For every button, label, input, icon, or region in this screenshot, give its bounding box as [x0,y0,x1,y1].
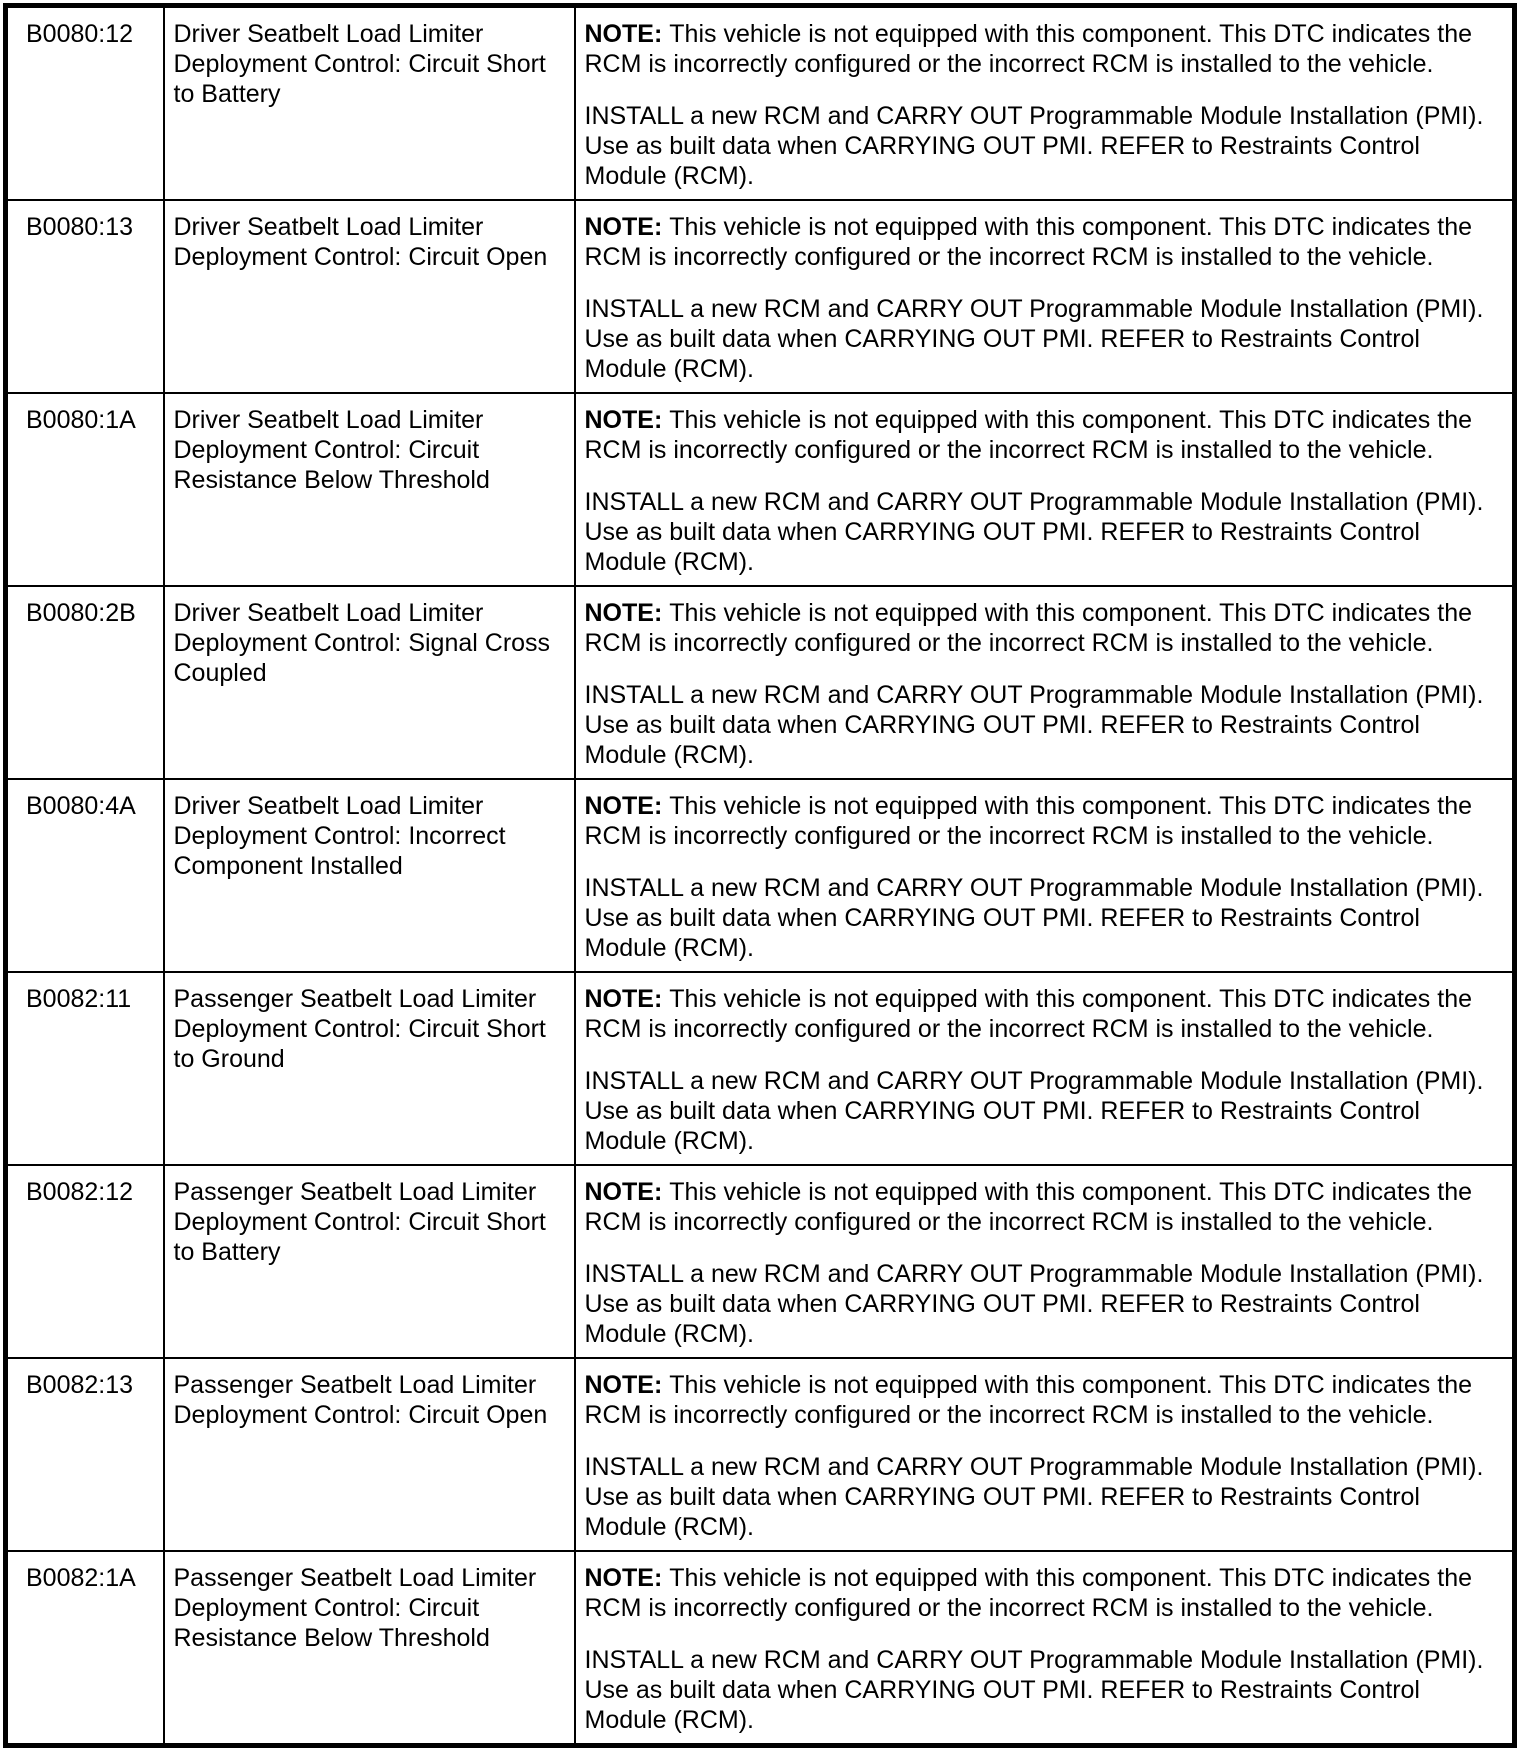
dtc-code-cell: B0082:1A [6,1551,164,1746]
table-row [6,1358,1515,1551]
dtc-code-cell: B0082:11 [6,972,164,1165]
action-paragraph: INSTALL a new RCM and CARRY OUT Programmable Module Installation (PMI). Use as built data when CARRYING OUT PMI. REFER to Restraints Control Module (RCM). [584,1067,1484,1155]
dtc-action-cell [575,1551,1515,1746]
dtc-action-cell [575,200,1515,393]
dtc-description-cell: Driver Seatbelt Load Limiter Deployment Control: Circuit Open [164,200,575,393]
action-paragraph: INSTALL a new RCM and CARRY OUT Programmable Module Installation (PMI). Use as built data when CARRYING OUT PMI. REFER to Restraints Control Module (RCM). [584,488,1484,576]
table-row [6,200,1515,393]
table-row [6,1551,1515,1746]
dtc-description-cell: Passenger Seatbelt Load Limiter Deployment Control: Circuit Open [164,1358,575,1551]
table-row [6,6,1515,201]
dtc-code-cell: B0080:13 [6,200,164,393]
note-text: This vehicle is not equipped with this component. This DTC indicates the RCM is incorrectly configured or the incorrect RCM is installed to the vehicle. [584,985,1473,1043]
dtc-code-cell: B0080:1A [6,393,164,586]
table-row [6,1165,1515,1358]
action-paragraph: INSTALL a new RCM and CARRY OUT Programmable Module Installation (PMI). Use as built data when CARRYING OUT PMI. REFER to Restraints Control Module (RCM). [584,1260,1484,1348]
note-text: This vehicle is not equipped with this component. This DTC indicates the RCM is incorrectly configured or the incorrect RCM is installed to the vehicle. [584,599,1473,657]
note-label: NOTE: [584,1178,663,1206]
note-paragraph [585,1563,1503,1623]
table-row [6,972,1515,1165]
note-paragraph [585,1177,1503,1237]
dtc-description-cell: Driver Seatbelt Load Limiter Deployment Control: Circuit Short to Battery [164,6,575,201]
dtc-code-cell: B0080:2B [6,586,164,779]
dtc-action-cell [575,586,1515,779]
note-label: NOTE: [584,406,663,434]
note-paragraph [585,19,1503,79]
dtc-code-cell: B0080:12 [6,6,164,201]
dtc-description-cell: Driver Seatbelt Load Limiter Deployment Control: Circuit Resistance Below Threshold [164,393,575,586]
dtc-description-cell: Passenger Seatbelt Load Limiter Deployment Control: Circuit Short to Battery [164,1165,575,1358]
note-text: This vehicle is not equipped with this component. This DTC indicates the RCM is incorrectly configured or the incorrect RCM is installed to the vehicle. [584,1564,1473,1622]
note-text: This vehicle is not equipped with this component. This DTC indicates the RCM is incorrectly configured or the incorrect RCM is installed to the vehicle. [584,792,1473,850]
note-paragraph [585,405,1503,465]
dtc-code-cell: B0080:4A [6,779,164,972]
action-paragraph: INSTALL a new RCM and CARRY OUT Programmable Module Installation (PMI). Use as built data when CARRYING OUT PMI. REFER to Restraints Control Module (RCM). [584,102,1484,190]
dtc-action-cell [575,779,1515,972]
note-text: This vehicle is not equipped with this component. This DTC indicates the RCM is incorrectly configured or the incorrect RCM is installed to the vehicle. [584,1178,1473,1236]
dtc-action-cell [575,393,1515,586]
note-text: This vehicle is not equipped with this component. This DTC indicates the RCM is incorrectly configured or the incorrect RCM is installed to the vehicle. [584,20,1473,78]
dtc-description-cell: Driver Seatbelt Load Limiter Deployment Control: Signal Cross Coupled [164,586,575,779]
note-label: NOTE: [584,985,663,1013]
dtc-description-cell: Driver Seatbelt Load Limiter Deployment Control: Incorrect Component Installed [164,779,575,972]
dtc-description-cell: Passenger Seatbelt Load Limiter Deployment Control: Circuit Resistance Below Threshold [164,1551,575,1746]
table-row [6,586,1515,779]
note-paragraph [585,1370,1503,1430]
action-paragraph: INSTALL a new RCM and CARRY OUT Programmable Module Installation (PMI). Use as built data when CARRYING OUT PMI. REFER to Restraints Control Module (RCM). [584,1453,1484,1541]
action-paragraph: INSTALL a new RCM and CARRY OUT Programmable Module Installation (PMI). Use as built data when CARRYING OUT PMI. REFER to Restraints Control Module (RCM). [584,874,1484,962]
note-paragraph [585,791,1503,851]
action-paragraph: INSTALL a new RCM and CARRY OUT Programmable Module Installation (PMI). Use as built data when CARRYING OUT PMI. REFER to Restraints Control Module (RCM). [584,1646,1484,1734]
action-paragraph: INSTALL a new RCM and CARRY OUT Programmable Module Installation (PMI). Use as built data when CARRYING OUT PMI. REFER to Restraints Control Module (RCM). [584,681,1484,769]
dtc-action-cell [575,972,1515,1165]
action-paragraph: INSTALL a new RCM and CARRY OUT Programmable Module Installation (PMI). Use as built data when CARRYING OUT PMI. REFER to Restraints Control Module (RCM). [584,295,1484,383]
note-paragraph [585,212,1503,272]
note-text: This vehicle is not equipped with this component. This DTC indicates the RCM is incorrectly configured or the incorrect RCM is installed to the vehicle. [584,1371,1473,1429]
note-text: This vehicle is not equipped with this component. This DTC indicates the RCM is incorrectly configured or the incorrect RCM is installed to the vehicle. [584,406,1473,464]
note-label: NOTE: [584,792,663,820]
dtc-action-cell [575,1165,1515,1358]
note-text: This vehicle is not equipped with this component. This DTC indicates the RCM is incorrectly configured or the incorrect RCM is installed to the vehicle. [584,213,1473,271]
note-label: NOTE: [584,20,663,48]
dtc-action-cell [575,6,1515,201]
note-label: NOTE: [584,1564,663,1592]
dtc-description-cell: Passenger Seatbelt Load Limiter Deployment Control: Circuit Short to Ground [164,972,575,1165]
note-label: NOTE: [584,213,663,241]
dtc-code-cell: B0082:13 [6,1358,164,1551]
note-paragraph [585,598,1503,658]
dtc-table [3,3,1517,1748]
note-label: NOTE: [584,599,663,627]
table-row [6,779,1515,972]
note-paragraph [585,984,1503,1044]
dtc-table-body [6,6,1515,1746]
table-row [6,393,1515,586]
dtc-code-cell: B0082:12 [6,1165,164,1358]
note-label: NOTE: [584,1371,663,1399]
dtc-action-cell [575,1358,1515,1551]
